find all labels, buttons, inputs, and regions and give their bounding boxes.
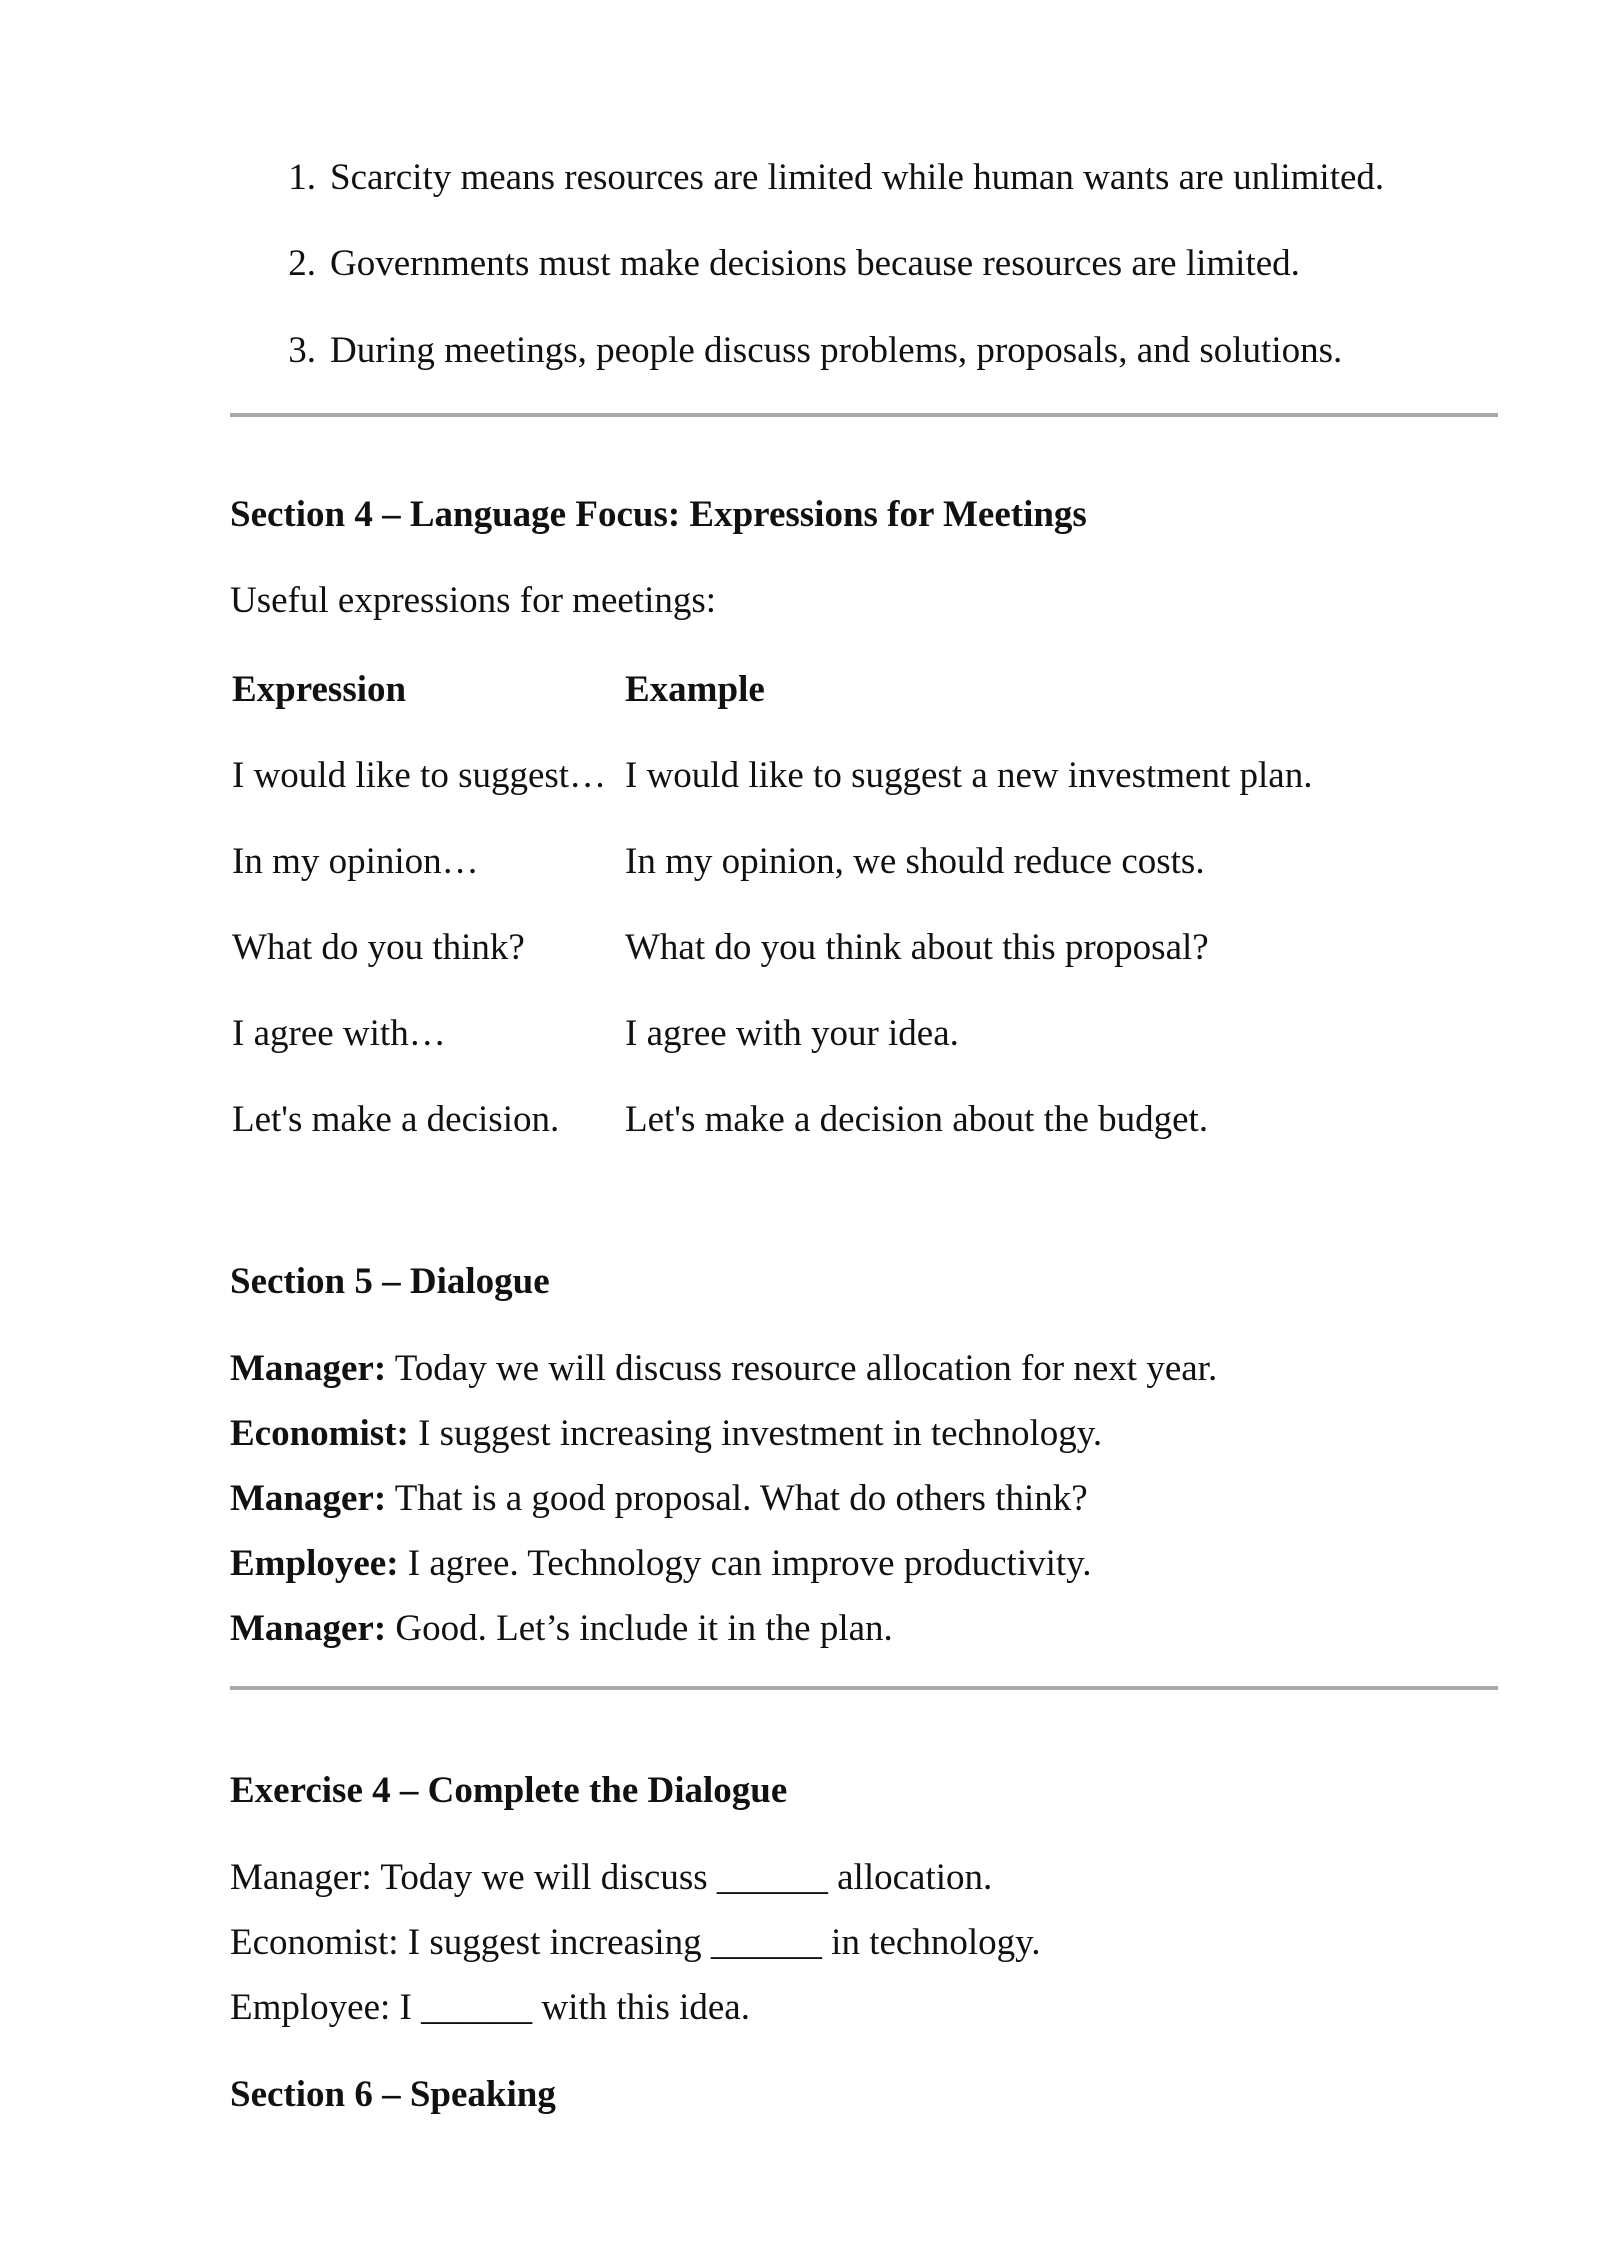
section-intro: Useful expressions for meetings: — [230, 580, 717, 621]
exercise-line: Manager: Today we will discuss ______ allocation. — [230, 1857, 993, 1898]
dialogue-line — [230, 1545, 1092, 1582]
table-cell-example: What do you think about this proposal? — [625, 927, 1209, 968]
list-text: Governments must make decisions because resources are limited. — [330, 243, 1300, 284]
exercise-heading: Exercise 4 – Complete the Dialogue — [230, 1770, 788, 1811]
list-item — [268, 245, 1300, 282]
table-cell-expression: What do you think? — [232, 927, 525, 968]
exercise-line: Economist: I suggest increasing ______ in technology. — [230, 1922, 1041, 1963]
list-number: 2. — [288, 243, 316, 284]
speaker-label: Manager: — [230, 1478, 387, 1519]
section-heading: Section 4 – Language Focus: Expressions for Meetings — [230, 494, 1087, 535]
list-item — [268, 332, 1342, 369]
dialogue-line — [230, 1480, 1088, 1517]
section-heading: Section 6 – Speaking — [230, 2074, 556, 2115]
table-cell-expression: In my opinion… — [232, 841, 479, 882]
table-cell-example: I would like to suggest a new investment plan. — [625, 755, 1313, 796]
speaker-label: Manager: — [230, 1608, 387, 1649]
table-cell-expression: I agree with… — [232, 1013, 446, 1054]
speaker-label: Economist: — [230, 1413, 409, 1454]
dialogue-text: That is a good proposal. What do others think? — [386, 1478, 1088, 1519]
list-text: Scarcity means resources are limited while human wants are unlimited. — [330, 157, 1385, 198]
table-cell-expression: I would like to suggest… — [232, 755, 607, 796]
dialogue-text: I suggest increasing investment in technology. — [408, 1413, 1103, 1454]
table-header-expression: Expression — [232, 669, 407, 710]
list-number: 3. — [288, 330, 316, 371]
section-heading: Section 5 – Dialogue — [230, 1261, 550, 1302]
exercise-line: Employee: I ______ with this idea. — [230, 1987, 750, 2028]
horizontal-divider — [230, 1686, 1498, 1690]
speaker-label: Manager: — [230, 1348, 387, 1389]
table-cell-example: Let's make a decision about the budget. — [625, 1099, 1209, 1140]
list-number: 1. — [288, 157, 316, 198]
table-cell-expression: Let's make a decision. — [232, 1099, 560, 1140]
horizontal-divider — [230, 413, 1498, 417]
dialogue-text: I agree. Technology can improve productivity. — [398, 1543, 1092, 1584]
list-item — [268, 159, 1384, 196]
speaker-label: Employee: — [230, 1543, 399, 1584]
list-text: During meetings, people discuss problems, proposals, and solutions. — [330, 330, 1343, 371]
dialogue-text: Good. Let’s include it in the plan. — [386, 1608, 893, 1649]
table-cell-example: In my opinion, we should reduce costs. — [625, 841, 1205, 882]
dialogue-text: Today we will discuss resource allocation for next year. — [386, 1348, 1218, 1389]
table-header-example: Example — [625, 669, 765, 710]
dialogue-line — [230, 1610, 893, 1647]
dialogue-line — [230, 1350, 1217, 1387]
dialogue-line — [230, 1415, 1102, 1452]
table-cell-example: I agree with your idea. — [625, 1013, 959, 1054]
